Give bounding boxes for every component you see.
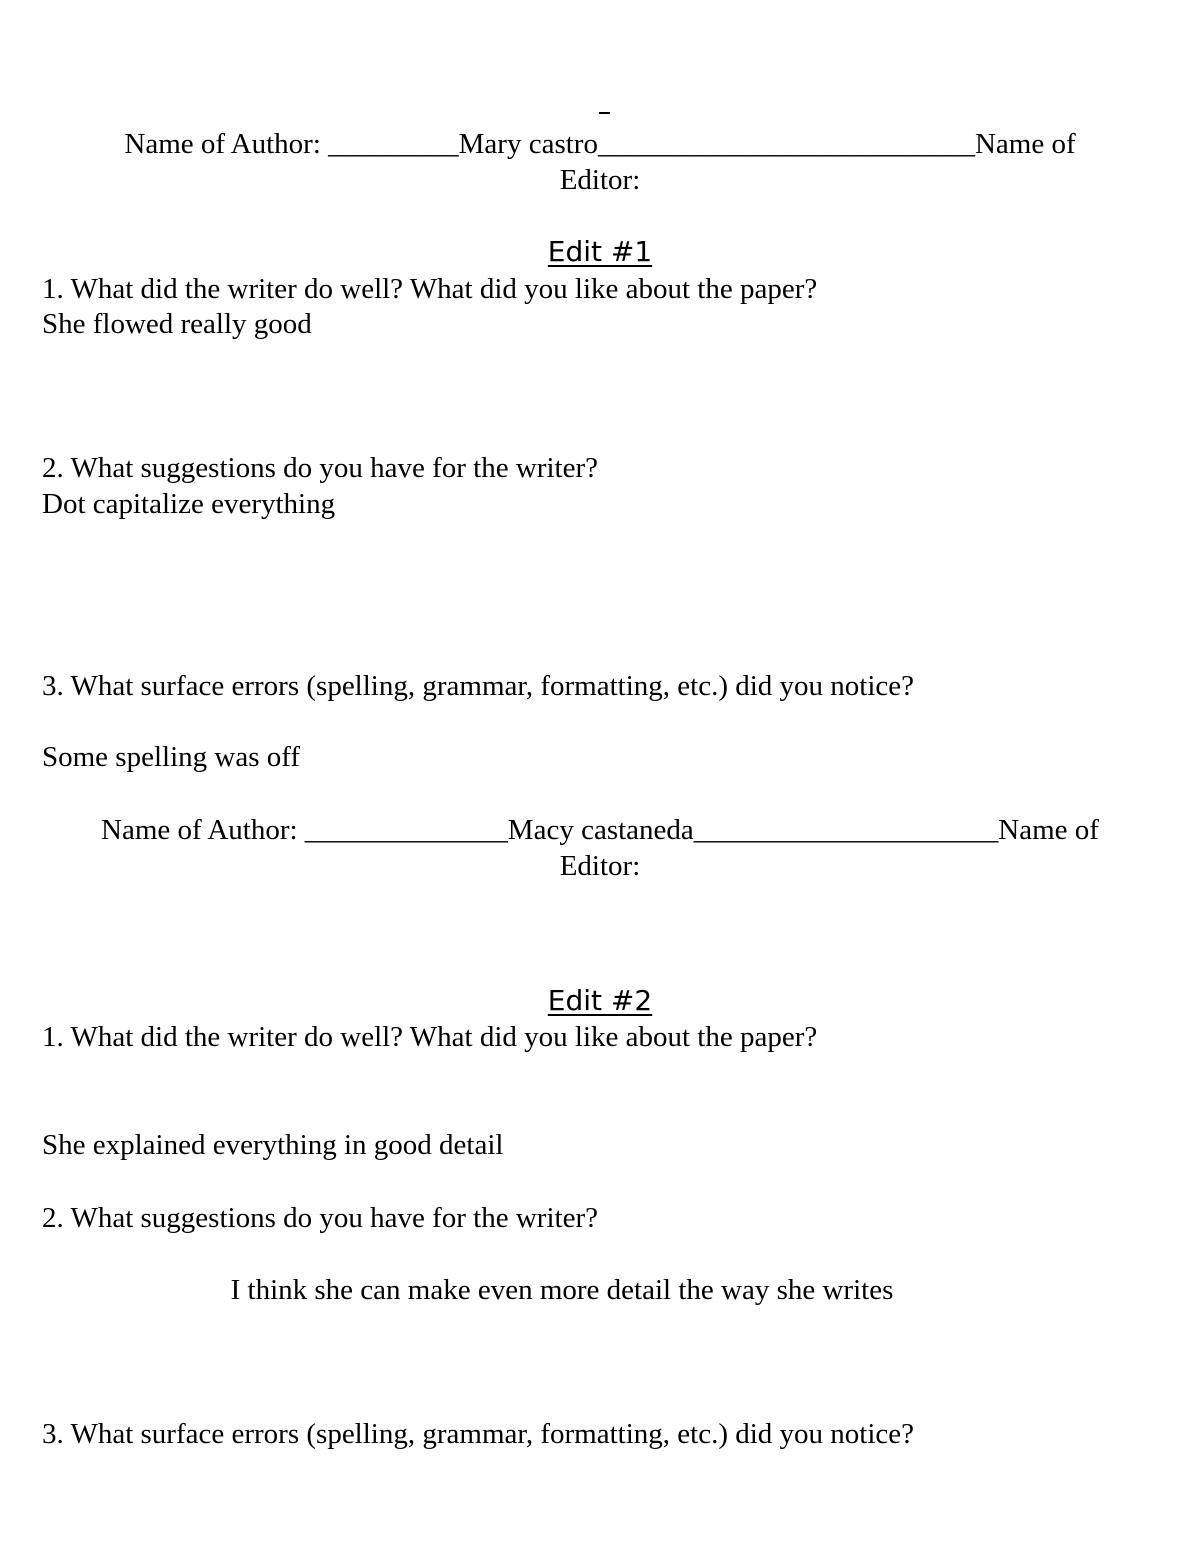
edit2-answer-1: She explained everything in good detail — [42, 1129, 504, 1161]
edit1-heading: Edit #1 — [547, 235, 653, 268]
edit1-answer-1: She flowed really good — [42, 308, 312, 340]
stray-dash-mark — [599, 112, 610, 114]
edit2-answer-2: I think she can make even more detail the way she writes — [230, 1274, 894, 1306]
edit2-question-1: 1. What did the writer do well? What did you like about the paper? — [42, 1021, 818, 1053]
edit2-question-2: 2. What suggestions do you have for the writer? — [42, 1202, 598, 1234]
edit1-question-2: 2. What suggestions do you have for the writer? — [42, 452, 598, 484]
edit2-editor-line: Editor: — [559, 850, 641, 882]
edit1-question-3: 3. What surface errors (spelling, grammar, formatting, etc.) did you notice? — [42, 670, 915, 702]
edit1-answer-2: Dot capitalize everything — [42, 488, 336, 520]
edit2-author-line: Name of Author: ______________Macy castaneda_____________________Name of — [101, 814, 1099, 846]
edit1-author-line: Name of Author: _________Mary castro__________________________Name of — [124, 128, 1076, 160]
edit2-question-3: 3. What surface errors (spelling, grammar, formatting, etc.) did you notice? — [42, 1418, 915, 1450]
edit2-heading: Edit #2 — [547, 984, 653, 1017]
edit1-editor-line: Editor: — [559, 164, 641, 196]
edit1-question-1: 1. What did the writer do well? What did you like about the paper? — [42, 273, 818, 305]
edit1-answer-3: Some spelling was off — [42, 741, 301, 773]
